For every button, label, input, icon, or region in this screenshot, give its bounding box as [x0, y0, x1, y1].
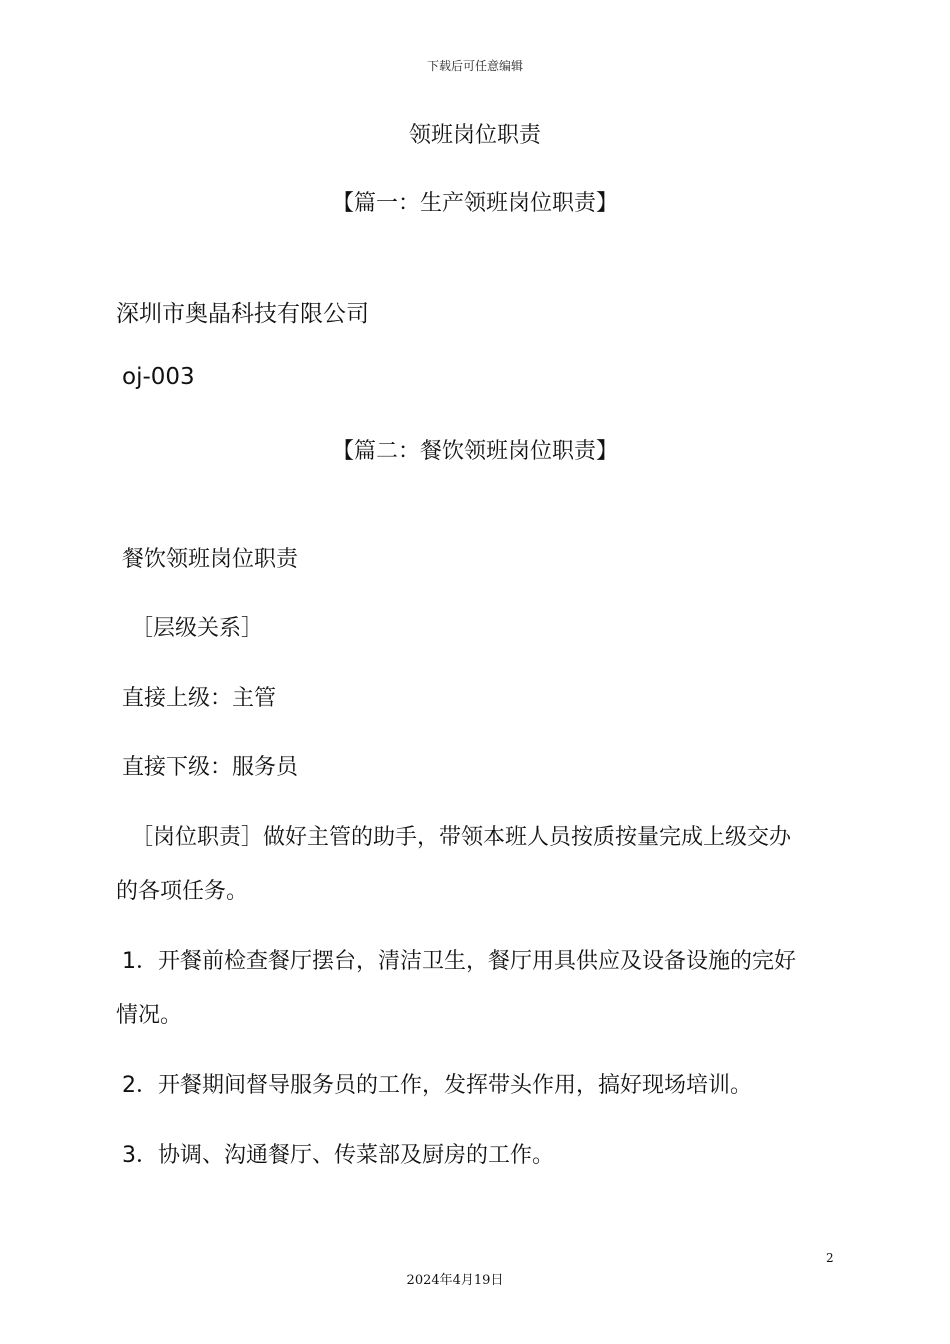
page-number: 2 — [826, 1251, 834, 1265]
list-item-1-line2: 情况。 — [116, 1003, 183, 1028]
list-item-1-line1: 1．开餐前检查餐厅摆台，清洁卫生，餐厅用具供应及设备设施的完好 — [122, 949, 796, 974]
hierarchy-label: ［层级关系］ — [131, 616, 264, 641]
duty-paragraph-line1: ［岗位职责］做好主管的助手，带领本班人员按质按量完成上级交办 — [131, 825, 792, 850]
company-name: 深圳市奥晶科技有限公司 — [116, 301, 369, 327]
section2-heading: 【篇二：餐饮领班岗位职责】 — [331, 439, 618, 464]
document-code: oj-003 — [122, 364, 195, 390]
list-item-2: 2．开餐期间督导服务员的工作，发挥带头作用，搞好现场培训。 — [122, 1073, 752, 1098]
header-note: 下载后可任意编辑 — [426, 59, 523, 73]
body-subtitle: 餐饮领班岗位职责 — [122, 547, 299, 572]
list-item-3: 3．协调、沟通餐厅、传菜部及厨房的工作。 — [122, 1143, 554, 1168]
direct-superior: 直接上级：主管 — [122, 686, 277, 711]
section1-heading: 【篇一：生产领班岗位职责】 — [331, 191, 618, 216]
footer-date: 2024年4月19日 — [406, 1273, 504, 1288]
duty-paragraph-line2: 的各项任务。 — [116, 879, 249, 904]
direct-subordinate: 直接下级：服务员 — [122, 755, 299, 780]
document-title: 领班岗位职责 — [408, 123, 541, 148]
